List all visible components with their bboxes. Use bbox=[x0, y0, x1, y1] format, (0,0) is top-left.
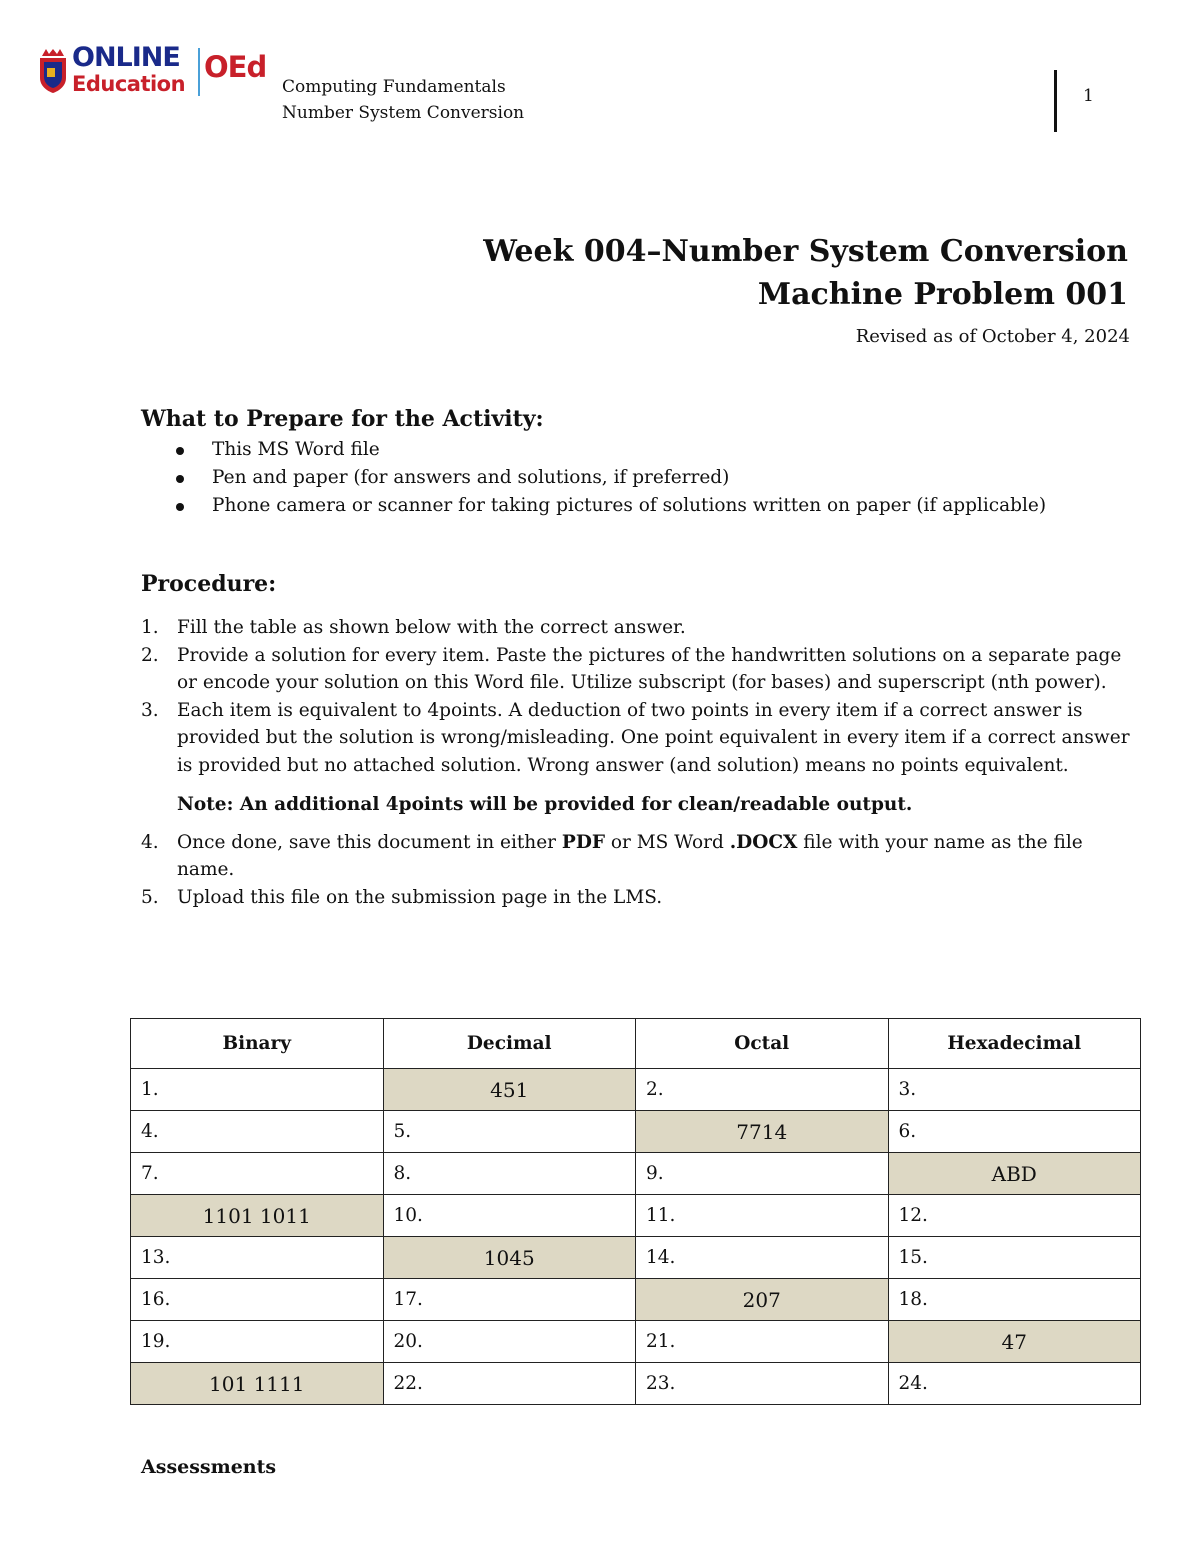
answer-cell[interactable]: 23. bbox=[636, 1363, 889, 1405]
answer-cell[interactable]: 5. bbox=[383, 1111, 636, 1153]
answer-cell[interactable]: 14. bbox=[636, 1237, 889, 1279]
answer-cell[interactable]: 3. bbox=[888, 1069, 1141, 1111]
table-row bbox=[131, 1195, 1141, 1237]
answer-cell[interactable]: 17. bbox=[383, 1279, 636, 1321]
course-name: Computing Fundamentals bbox=[282, 77, 506, 97]
answer-cell[interactable]: 21. bbox=[636, 1321, 889, 1363]
list-item: This MS Word file bbox=[176, 436, 1046, 464]
given-value-cell: 1045 bbox=[383, 1237, 636, 1279]
answer-cell[interactable]: 19. bbox=[131, 1321, 384, 1363]
prepare-heading: What to Prepare for the Activity: bbox=[141, 406, 544, 432]
answer-cell[interactable]: 4. bbox=[131, 1111, 384, 1153]
given-value-cell: 7714 bbox=[636, 1111, 889, 1153]
answer-cell[interactable]: 16. bbox=[131, 1279, 384, 1321]
revision-date: Revised as of October 4, 2024 bbox=[855, 326, 1130, 347]
answer-cell[interactable]: 20. bbox=[383, 1321, 636, 1363]
table-row bbox=[131, 1321, 1141, 1363]
given-value-cell: ABD bbox=[888, 1153, 1141, 1195]
column-header: Decimal bbox=[383, 1019, 636, 1069]
given-value-cell: 47 bbox=[888, 1321, 1141, 1363]
document-title: Week 004–Number System Conversion Machine Problem 001 bbox=[483, 234, 1128, 312]
list-item: 2. Provide a solution for every item. Paste the pictures of the handwritten solutions on a separate page or encode your solution on this Word file. Utilize subscript (for bases) and superscript (nth power). bbox=[141, 644, 1122, 693]
header-divider bbox=[1054, 70, 1057, 132]
given-value-cell: 207 bbox=[636, 1279, 889, 1321]
table-row bbox=[131, 1237, 1141, 1279]
prepare-list bbox=[176, 436, 1046, 520]
online-education-logo: ONLINE Education OEd bbox=[38, 46, 270, 100]
answer-cell[interactable]: 7. bbox=[131, 1153, 384, 1195]
given-value-cell: 451 bbox=[383, 1069, 636, 1111]
answer-cell[interactable]: 10. bbox=[383, 1195, 636, 1237]
running-header bbox=[282, 74, 524, 126]
answer-cell[interactable]: 24. bbox=[888, 1363, 1141, 1405]
list-item: 1. Fill the table as shown below with the correct answer. bbox=[141, 617, 686, 638]
topic-name: Number System Conversion bbox=[282, 103, 525, 123]
answer-cell[interactable]: 8. bbox=[383, 1153, 636, 1195]
answer-cell[interactable]: 12. bbox=[888, 1195, 1141, 1237]
table-row bbox=[131, 1153, 1141, 1195]
answer-cell[interactable]: 1. bbox=[131, 1069, 384, 1111]
answer-cell[interactable]: 18. bbox=[888, 1279, 1141, 1321]
table-row bbox=[131, 1111, 1141, 1153]
answer-cell[interactable]: 13. bbox=[131, 1237, 384, 1279]
answer-cell[interactable]: 15. bbox=[888, 1237, 1141, 1279]
conversion-table bbox=[130, 1018, 1141, 1405]
list-item: 3. Each item is equivalent to 4points. A deduction of two points in every item if a correct answer is provided but the solution is wrong/misleading. One point equivalent in every item if a correct answer is provided but no attached solution. Wrong answer (and solution) means no points equivalent. bbox=[141, 699, 1130, 776]
list-item: 4. Once done, save this document in either PDF or MS Word .DOCX file with your name as the file name. bbox=[141, 831, 1083, 880]
list-item: Pen and paper (for answers and solutions, if preferred) bbox=[176, 464, 1046, 492]
answer-cell[interactable]: 9. bbox=[636, 1153, 889, 1195]
table-row bbox=[131, 1279, 1141, 1321]
answer-cell[interactable]: 22. bbox=[383, 1363, 636, 1405]
table-row bbox=[131, 1069, 1141, 1111]
procedure-heading: Procedure: bbox=[141, 571, 277, 597]
list-item: 5. Upload this file on the submission page in the LMS. bbox=[141, 886, 663, 908]
note: Note: An additional 4points will be provided for clean/readable output. bbox=[177, 794, 913, 815]
given-value-cell: 101 1111 bbox=[131, 1363, 384, 1405]
answer-cell[interactable]: 11. bbox=[636, 1195, 889, 1237]
list-item: Phone camera or scanner for taking pictures of solutions written on paper (if applicable) bbox=[176, 492, 1046, 520]
procedure-list bbox=[141, 614, 1131, 911]
given-value-cell: 1101 1011 bbox=[131, 1195, 384, 1237]
answer-cell[interactable]: 2. bbox=[636, 1069, 889, 1111]
answer-cell[interactable]: 6. bbox=[888, 1111, 1141, 1153]
page-number: 1 bbox=[1083, 86, 1094, 106]
column-header: Octal bbox=[636, 1019, 889, 1069]
ama-crest-icon bbox=[38, 48, 68, 94]
table-row bbox=[131, 1363, 1141, 1405]
assessments-heading: Assessments bbox=[141, 1456, 277, 1478]
column-header: Hexadecimal bbox=[888, 1019, 1141, 1069]
column-header: Binary bbox=[131, 1019, 384, 1069]
